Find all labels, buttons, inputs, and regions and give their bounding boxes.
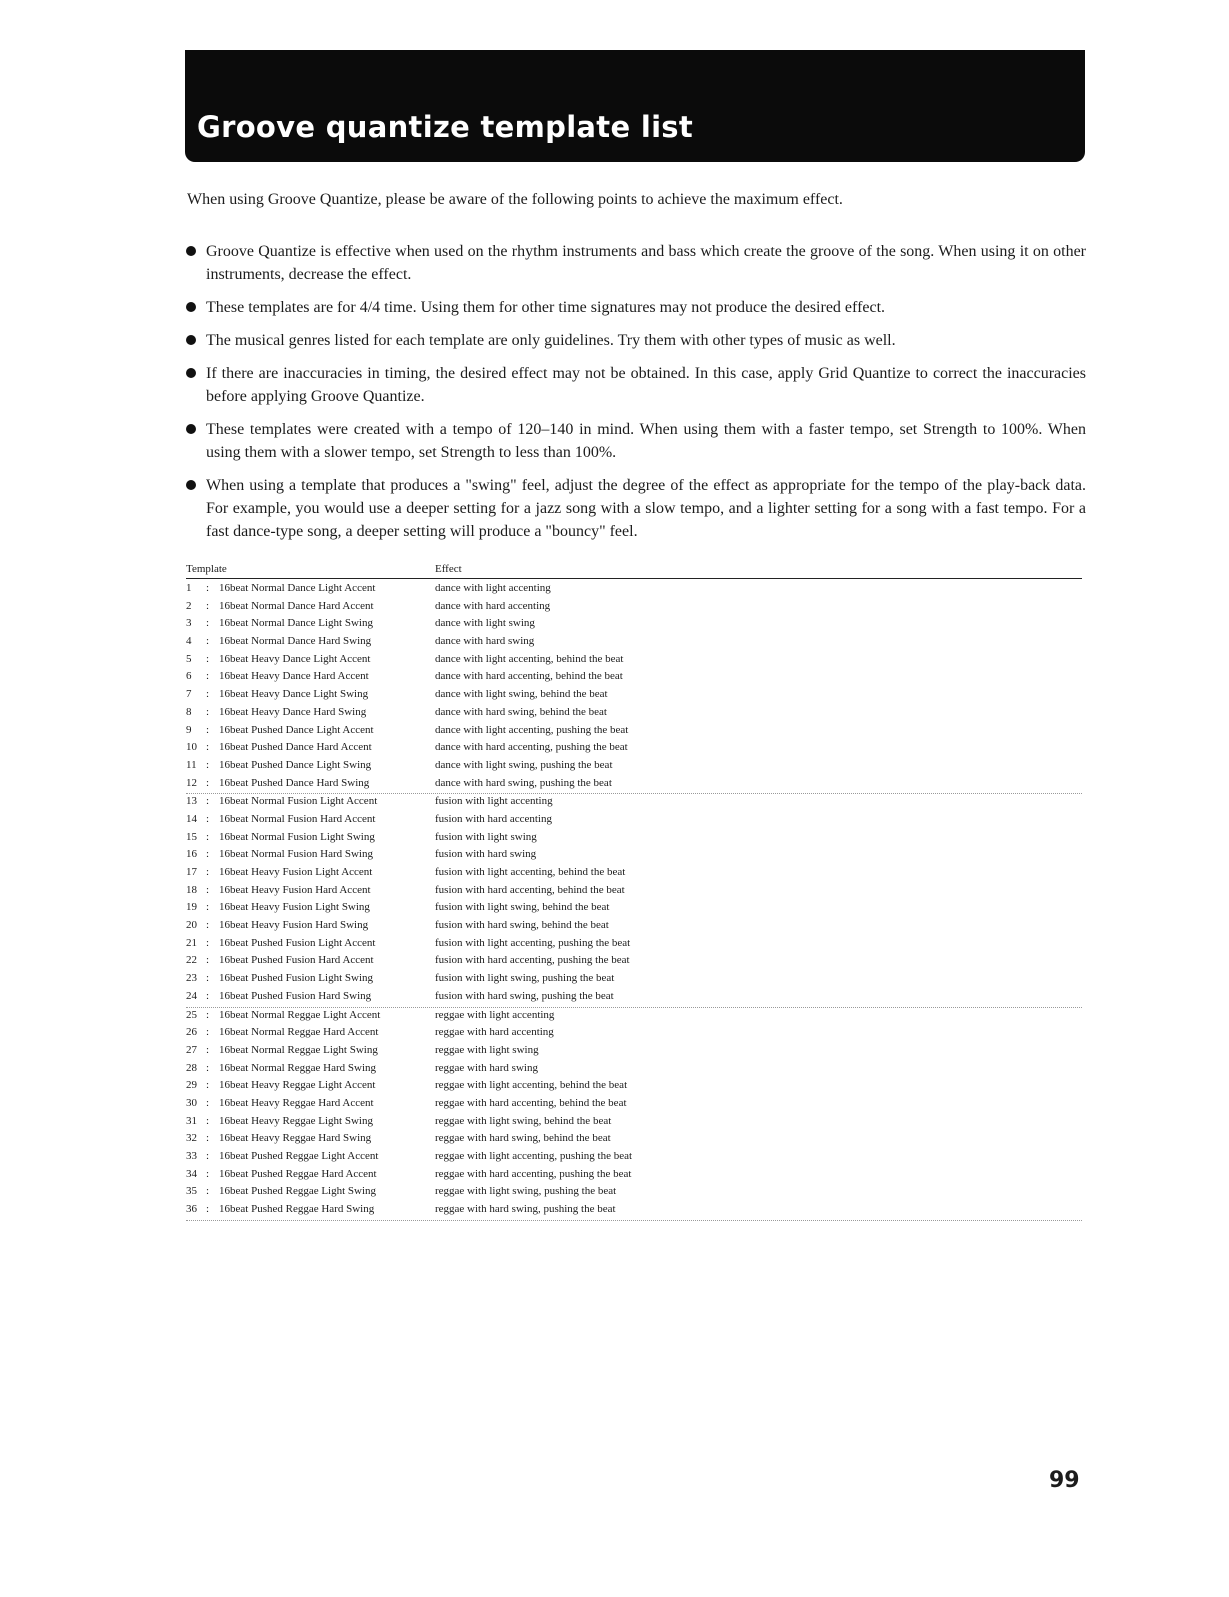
template-effect: fusion with hard swing, pushing the beat [435, 989, 614, 1002]
separator-colon: : [206, 617, 210, 630]
template-number: 21 [186, 936, 197, 949]
table-row [186, 1149, 1082, 1167]
separator-colon: : [206, 723, 210, 736]
bullet-dot-icon [186, 246, 196, 256]
template-name: 16beat Pushed Dance Hard Swing [219, 776, 370, 789]
table-row [186, 812, 1082, 830]
table-row [186, 989, 1082, 1008]
template-effect: reggae with light swing [435, 1043, 539, 1056]
template-name: 16beat Heavy Dance Light Swing [219, 688, 369, 701]
template-name: 16beat Normal Dance Hard Accent [219, 599, 374, 612]
bullet-item [186, 296, 1086, 319]
table-row [186, 936, 1082, 954]
table-row [186, 794, 1082, 812]
bullet-dot-icon [186, 302, 196, 312]
separator-colon: : [206, 866, 210, 878]
separator-colon: : [206, 830, 210, 843]
separator-colon: : [206, 1026, 210, 1039]
separator-colon: : [206, 599, 210, 612]
template-effect: dance with hard accenting [435, 599, 551, 612]
separator-colon: : [206, 1079, 210, 1092]
template-effect: dance with hard accenting, pushing the beat [435, 741, 628, 754]
template-effect: reggae with light accenting [435, 1008, 555, 1021]
template-name: 16beat Normal Fusion Light Swing [219, 830, 375, 843]
template-name: 16beat Heavy Dance Hard Swing [219, 705, 367, 718]
template-number: 22 [186, 954, 197, 967]
separator-colon: : [206, 1185, 210, 1198]
template-name: 16beat Pushed Reggae Hard Accent [219, 1167, 377, 1180]
table-row [186, 918, 1082, 936]
template-effect: dance with light swing, behind the beat [435, 688, 608, 701]
page-title: Groove quantize template list [197, 110, 694, 144]
template-number: 29 [186, 1079, 197, 1092]
bullet-list [186, 240, 1086, 553]
template-number: 4 [186, 635, 192, 648]
table-row [186, 599, 1082, 617]
template-number: 14 [186, 812, 197, 825]
template-table [186, 581, 1082, 1221]
template-name: 16beat Normal Reggae Light Accent [219, 1008, 381, 1021]
template-effect: fusion with light accenting, pushing the beat [435, 936, 631, 949]
template-effect: reggae with hard accenting, behind the beat [435, 1096, 627, 1109]
template-number: 35 [186, 1185, 197, 1198]
template-effect: fusion with light accenting [435, 795, 553, 808]
bullet-text: The musical genres listed for each template are only guidelines. Try them with other types of music as well. [206, 332, 896, 349]
template-name: 16beat Normal Fusion Hard Swing [219, 848, 373, 861]
template-name: 16beat Pushed Dance Hard Accent [219, 741, 372, 754]
table-row [186, 687, 1082, 705]
template-name: 16beat Normal Reggae Hard Swing [219, 1061, 377, 1074]
separator-colon: : [206, 652, 210, 665]
template-number: 24 [186, 989, 197, 1002]
template-number: 5 [186, 652, 192, 665]
template-number: 9 [186, 723, 192, 736]
template-effect: reggae with light accenting, behind the beat [435, 1079, 628, 1092]
separator-colon: : [206, 741, 210, 754]
bullet-item [186, 329, 1086, 352]
template-effect: reggae with hard swing, pushing the beat [435, 1203, 616, 1216]
template-number: 11 [186, 758, 197, 771]
template-effect: fusion with hard swing, behind the beat [435, 919, 609, 932]
template-name: 16beat Pushed Reggae Light Swing [219, 1185, 377, 1198]
table-row [186, 1114, 1082, 1132]
template-effect: dance with hard accenting, behind the beat [435, 670, 623, 683]
template-name: 16beat Heavy Fusion Hard Accent [219, 883, 371, 896]
separator-colon: : [206, 812, 210, 825]
template-effect: dance with hard swing, behind the beat [435, 705, 607, 718]
template-name: 16beat Pushed Dance Light Swing [219, 758, 372, 771]
template-name: 16beat Normal Fusion Light Accent [219, 795, 378, 808]
template-name: 16beat Normal Dance Light Accent [219, 582, 376, 594]
table-row [186, 758, 1082, 776]
template-effect: fusion with hard accenting, pushing the beat [435, 954, 630, 967]
separator-colon: : [206, 670, 210, 683]
template-number: 26 [186, 1026, 197, 1039]
separator-colon: : [206, 848, 210, 861]
bullet-dot-icon [186, 368, 196, 378]
separator-colon: : [206, 1061, 210, 1074]
template-number: 36 [186, 1203, 197, 1216]
table-row [186, 1061, 1082, 1079]
template-name: 16beat Normal Reggae Light Swing [219, 1043, 378, 1056]
template-number: 15 [186, 830, 197, 843]
table-row [186, 1096, 1082, 1114]
template-name: 16beat Pushed Fusion Light Swing [219, 972, 374, 985]
table-row [186, 1167, 1082, 1185]
table-row [186, 971, 1082, 989]
separator-colon: : [206, 635, 210, 648]
separator-colon: : [206, 901, 210, 914]
table-row [186, 865, 1082, 883]
bullet-text: These templates are for 4/4 time. Using them for other time signatures may not produce the desired effect. [206, 299, 886, 316]
separator-colon: : [206, 919, 210, 932]
template-number: 34 [186, 1167, 197, 1180]
template-name: 16beat Heavy Reggae Light Accent [219, 1079, 376, 1092]
bullet-text: When using a template that produces a "swing" feel, adjust the degree of the effect as appropriate for the tempo of the play-back data. For example, you would use a deeper setting for a jazz song with a slow tempo, and a lighter setting for a song with a fast tempo. For a fast dance-type song, a deeper setting will produce a "bouncy" feel. [206, 477, 1086, 540]
separator-colon: : [206, 1132, 210, 1145]
table-row [186, 883, 1082, 901]
separator-colon: : [206, 954, 210, 967]
separator-colon: : [206, 1203, 210, 1216]
template-number: 32 [186, 1132, 197, 1145]
template-effect: dance with light accenting [435, 582, 551, 594]
template-number: 16 [186, 848, 197, 861]
template-effect: fusion with hard accenting, behind the beat [435, 883, 625, 896]
template-effect: reggae with light swing, behind the beat [435, 1114, 612, 1127]
separator-colon: : [206, 795, 210, 808]
template-number: 3 [186, 617, 192, 630]
bullet-text: Groove Quantize is effective when used on the rhythm instruments and bass which create the groove of the song. When using it on other instruments, decrease the effect. [206, 243, 1086, 283]
template-number: 27 [186, 1043, 197, 1056]
bullet-text: These templates were created with a tempo of 120–140 in mind. When using them with a faster tempo, set Strength to 100%. When using them with a slower tempo, set Strength to less than 100%. [206, 421, 1086, 461]
template-name: 16beat Pushed Fusion Hard Accent [219, 954, 374, 967]
table-row [186, 1202, 1082, 1221]
separator-colon: : [206, 883, 210, 896]
template-number: 13 [186, 795, 197, 808]
separator-colon: : [206, 688, 210, 701]
template-number: 2 [186, 599, 192, 612]
table-row [186, 652, 1082, 670]
template-number: 33 [186, 1150, 197, 1162]
template-number: 1 [186, 582, 192, 594]
separator-colon: : [206, 989, 210, 1002]
template-effect: dance with light swing [435, 617, 535, 630]
template-name: 16beat Heavy Dance Hard Accent [219, 670, 369, 683]
table-row [186, 1131, 1082, 1149]
separator-colon: : [206, 1167, 210, 1180]
template-effect: fusion with light swing, pushing the beat [435, 972, 615, 985]
separator-colon: : [206, 1043, 210, 1056]
table-row [186, 1078, 1082, 1096]
template-number: 25 [186, 1008, 197, 1021]
template-name: 16beat Pushed Reggae Hard Swing [219, 1203, 375, 1216]
bullet-item [186, 362, 1086, 408]
separator-colon: : [206, 1008, 210, 1021]
template-name: 16beat Normal Reggae Hard Accent [219, 1026, 379, 1039]
template-effect: dance with light swing, pushing the beat [435, 758, 613, 771]
template-name: 16beat Heavy Reggae Hard Accent [219, 1096, 374, 1109]
page-number: 99 [1049, 1468, 1080, 1493]
template-effect: fusion with light swing, behind the beat [435, 901, 610, 914]
template-effect: fusion with light accenting, behind the beat [435, 866, 626, 878]
separator-colon: : [206, 582, 210, 594]
template-name: 16beat Heavy Reggae Hard Swing [219, 1132, 372, 1145]
template-number: 12 [186, 776, 197, 789]
table-row [186, 616, 1082, 634]
template-effect: dance with light accenting, pushing the beat [435, 723, 629, 736]
bullet-item [186, 418, 1086, 464]
table-row [186, 953, 1082, 971]
bullet-dot-icon [186, 335, 196, 345]
table-row [186, 830, 1082, 848]
template-name: 16beat Heavy Reggae Light Swing [219, 1114, 373, 1127]
title-banner [185, 50, 1085, 162]
separator-colon: : [206, 1096, 210, 1109]
table-row [186, 581, 1082, 599]
table-row [186, 634, 1082, 652]
table-row [186, 705, 1082, 723]
table-row [186, 900, 1082, 918]
template-number: 18 [186, 883, 197, 896]
separator-colon: : [206, 936, 210, 949]
template-number: 30 [186, 1096, 197, 1109]
template-name: 16beat Pushed Reggae Light Accent [219, 1150, 379, 1162]
separator-colon: : [206, 1114, 210, 1127]
table-header [186, 561, 1082, 579]
template-number: 8 [186, 705, 192, 718]
bullet-dot-icon [186, 480, 196, 490]
table-row [186, 740, 1082, 758]
separator-colon: : [206, 758, 210, 771]
table-row [186, 1184, 1082, 1202]
bullet-dot-icon [186, 424, 196, 434]
template-effect: reggae with hard accenting, pushing the beat [435, 1167, 632, 1180]
bullet-text: If there are inaccuracies in timing, the desired effect may not be obtained. In this case, apply Grid Quantize to correct the inaccuracies before applying Groove Quantize. [206, 365, 1086, 405]
template-effect: dance with hard swing, pushing the beat [435, 776, 612, 789]
separator-colon: : [206, 972, 210, 985]
template-effect: reggae with light swing, pushing the beat [435, 1185, 617, 1198]
template-number: 10 [186, 741, 197, 754]
template-name: 16beat Heavy Dance Light Accent [219, 652, 371, 665]
template-name: 16beat Heavy Fusion Light Swing [219, 901, 370, 914]
separator-colon: : [206, 705, 210, 718]
template-name: 16beat Normal Dance Hard Swing [219, 635, 372, 648]
template-name: 16beat Heavy Fusion Hard Swing [219, 919, 369, 932]
bullet-item [186, 240, 1086, 286]
template-name: 16beat Pushed Fusion Hard Swing [219, 989, 372, 1002]
template-number: 23 [186, 972, 197, 985]
intro-paragraph: When using Groove Quantize, please be aware of the following points to achieve the maximum effect. [187, 191, 843, 208]
template-effect: fusion with hard accenting [435, 812, 552, 825]
template-effect: fusion with hard swing [435, 848, 537, 861]
template-number: 20 [186, 919, 197, 932]
template-name: 16beat Pushed Fusion Light Accent [219, 936, 376, 949]
template-effect: reggae with hard accenting [435, 1026, 554, 1039]
template-number: 7 [186, 688, 192, 701]
table-row [186, 847, 1082, 865]
template-name: 16beat Heavy Fusion Light Accent [219, 866, 373, 878]
table-row [186, 776, 1082, 795]
template-number: 28 [186, 1061, 197, 1074]
template-effect: dance with light accenting, behind the beat [435, 652, 624, 665]
template-effect: reggae with hard swing [435, 1061, 538, 1074]
template-effect: reggae with hard swing, behind the beat [435, 1132, 611, 1145]
header-effect: Effect [435, 563, 462, 575]
template-number: 31 [186, 1114, 197, 1127]
table-row [186, 1043, 1082, 1061]
template-effect: reggae with light accenting, pushing the beat [435, 1150, 633, 1162]
table-row [186, 1025, 1082, 1043]
template-effect: dance with hard swing [435, 635, 535, 648]
template-number: 6 [186, 670, 192, 683]
bullet-item [186, 474, 1086, 543]
separator-colon: : [206, 776, 210, 789]
table-row [186, 1008, 1082, 1026]
template-name: 16beat Pushed Dance Light Accent [219, 723, 374, 736]
template-name: 16beat Normal Fusion Hard Accent [219, 812, 376, 825]
separator-colon: : [206, 1150, 210, 1162]
template-number: 19 [186, 901, 197, 914]
template-number: 17 [186, 866, 197, 878]
table-row [186, 669, 1082, 687]
table-row [186, 723, 1082, 741]
template-effect: fusion with light swing [435, 830, 537, 843]
header-template: Template [186, 563, 227, 575]
template-name: 16beat Normal Dance Light Swing [219, 617, 373, 630]
